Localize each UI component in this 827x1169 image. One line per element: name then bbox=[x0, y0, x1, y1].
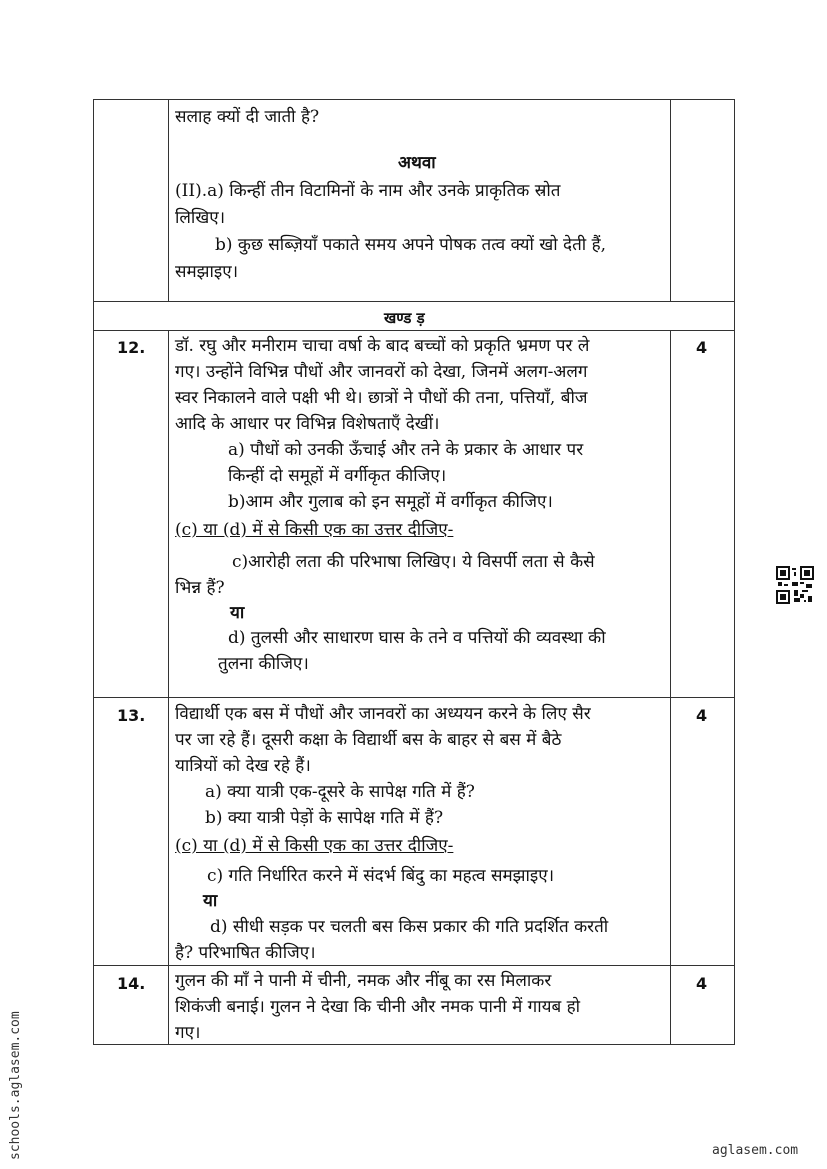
qr-code-icon bbox=[776, 566, 814, 604]
q12-text-line: आदि के आधार पर विभिन्न विशेषताएँ देखीं। bbox=[175, 414, 440, 434]
question-marks: 4 bbox=[696, 706, 708, 725]
q11-option-text: (II).a) किन्हीं तीन विटामिनों के नाम और उनके प्राकृतिक स्रोत bbox=[175, 181, 561, 201]
q13-or: या bbox=[203, 891, 218, 911]
q14-text-line: गए। bbox=[175, 1023, 201, 1043]
q11-option-text: समझाइए। bbox=[175, 262, 239, 282]
section-title: खण्ड ड़ bbox=[384, 309, 425, 327]
q14-text-line: गुलन की माँ ने पानी में चीनी, नमक और नींबू का रस मिलाकर bbox=[175, 971, 552, 991]
q12-subpart-b: b)आम और गुलाब को इन समूहों में वर्गीकृत कीजिए। bbox=[228, 492, 553, 512]
question-marks: 4 bbox=[696, 338, 708, 357]
q11-option-text: लिखिए। bbox=[175, 208, 226, 228]
side-watermark: schools.aglasem.com bbox=[8, 1011, 23, 1160]
q12-or: या bbox=[230, 603, 245, 623]
question-marks: 4 bbox=[696, 974, 708, 993]
q12-text-line: गए। उन्होंने विभिन्न पौधों और जानवरों को देखा, जिनमें अलग-अलग bbox=[175, 362, 588, 382]
table-number-divider bbox=[168, 99, 169, 301]
q12-subpart-c: भिन्न हैं? bbox=[175, 578, 225, 598]
q13-subpart-d: d) सीधी सड़क पर चलती बस किस प्रकार की गति प्रदर्शित करती bbox=[210, 917, 609, 937]
q12-subpart-d: तुलना कीजिए। bbox=[218, 654, 309, 674]
q13-text-line: विद्यार्थी एक बस में पौधों और जानवरों का अध्ययन करने के लिए सैर bbox=[175, 704, 591, 724]
q11-text-line: सलाह क्यों दी जाती है? bbox=[175, 107, 320, 127]
table-marks-divider bbox=[670, 99, 671, 301]
q13-subpart-a: a) क्या यात्री एक-दूसरे के सापेक्ष गति में हैं? bbox=[205, 782, 475, 802]
q13-choice-instruction: (c) या (d) में से किसी एक का उत्तर दीजिए- bbox=[175, 836, 454, 856]
q13-subpart-c: c) गति निर्धारित करने में संदर्भ बिंदु का महत्व समझाइए। bbox=[207, 866, 555, 886]
question-number: 14. bbox=[117, 974, 146, 993]
table-number-divider bbox=[168, 330, 169, 1044]
question-number: 13. bbox=[117, 706, 146, 725]
q12-text-line: डॉ. रघु और मनीराम चाचा वर्षा के बाद बच्चों को प्रकृति भ्रमण पर ले bbox=[175, 336, 590, 356]
q12-subpart-c: c)आरोही लता की परिभाषा लिखिए। ये विसर्पी लता से कैसे bbox=[232, 552, 595, 572]
q14-text-line: शिकंजी बनाई। गुलन ने देखा कि चीनी और नमक पानी में गायब हो bbox=[175, 997, 581, 1017]
q13-subpart-b: b) क्या यात्री पेड़ों के सापेक्ष गति में हैं? bbox=[205, 808, 444, 828]
q13-text-line: यात्रियों को देख रहे हैं। bbox=[175, 756, 311, 776]
q11-option-text: b) कुछ सब्ज़ियाँ पकाते समय अपने पोषक तत्व क्यों खो देती हैं, bbox=[215, 235, 607, 255]
athva-heading: अथवा bbox=[398, 153, 436, 173]
table-marks-divider bbox=[670, 330, 671, 1044]
row-divider bbox=[93, 697, 735, 698]
table-left-border bbox=[93, 99, 94, 1044]
q12-subpart-a: किन्हीं दो समूहों में वर्गीकृत कीजिए। bbox=[228, 466, 447, 486]
q13-subpart-d: है? परिभाषित कीजिए। bbox=[175, 943, 316, 963]
q12-subpart-a: a) पौधों को उनकी ऊँचाई और तने के प्रकार के आधार पर bbox=[228, 440, 584, 460]
q12-subpart-d: d) तुलसी और साधारण घास के तने व पत्तियों की व्यवस्था की bbox=[228, 628, 606, 648]
q13-text-line: पर जा रहे हैं। दूसरी कक्षा के विद्यार्थी बस के बाहर से बस में बैठे bbox=[175, 730, 562, 750]
q12-choice-instruction: (c) या (d) में से किसी एक का उत्तर दीजिए- bbox=[175, 520, 454, 540]
table-right-border bbox=[734, 99, 735, 1044]
question-number: 12. bbox=[117, 338, 146, 357]
table-top-border bbox=[93, 99, 735, 100]
footer-watermark: aglasem.com bbox=[712, 1143, 799, 1158]
q12-text-line: स्वर निकालने वाले पक्षी भी थे। छात्रों ने पौधों की तना, पत्तियाँ, बीज bbox=[175, 388, 588, 408]
row-divider bbox=[93, 301, 735, 302]
